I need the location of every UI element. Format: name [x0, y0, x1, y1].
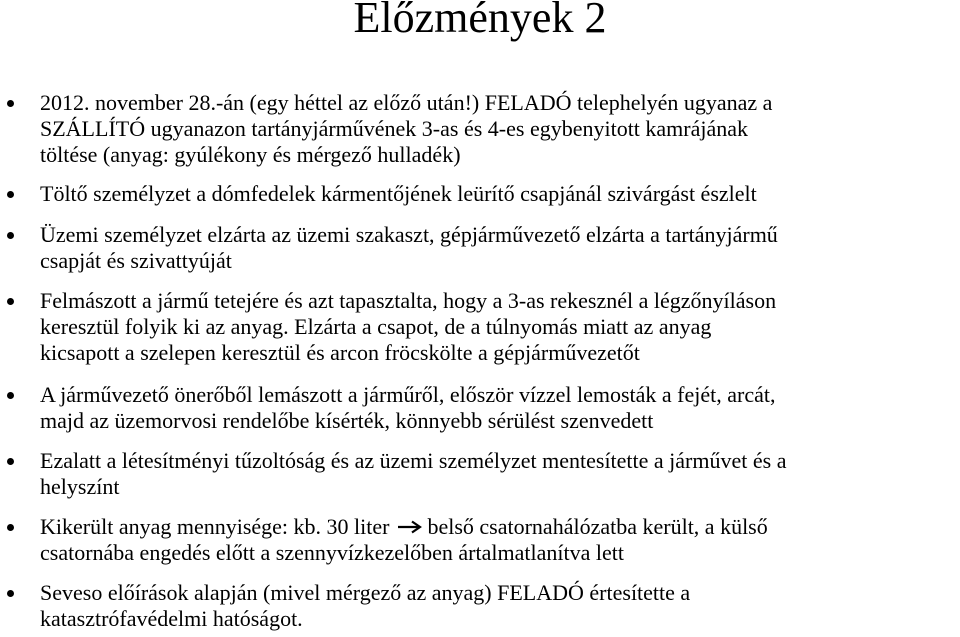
bullet-line: Ezalatt a létesítményi tűzoltóság és az üzemi személyzet mentesítette a járművet és a — [40, 448, 787, 473]
bullet-dot-icon — [7, 100, 14, 107]
bullet-line: Üzemi személyzet elzárta az üzemi szakaszt, gépjárművezető elzárta a tartányjármű — [40, 222, 778, 247]
bullet-line-part: belső csatornahálózatba került, a külső — [427, 514, 768, 539]
bullet-line: Seveso előírások alapján (mivel mérgező az anyag) FELADÓ értesítette a — [40, 580, 691, 605]
bullet-dot-icon — [7, 298, 14, 305]
bullet-line: töltése (anyag: gyúlékony és mérgező hulladék) — [40, 142, 461, 167]
bullet-line-part: Kikerült anyag mennyisége: kb. 30 liter — [40, 514, 390, 539]
bullet-line: csapját és szivattyúját — [40, 248, 232, 273]
right-arrow-icon — [397, 520, 423, 534]
bullet-line: kicsapott a szelepen keresztül és arcon fröcskölte a gépjárművezetőt — [40, 340, 640, 365]
bullet-line: katasztrófavédelmi hatóságot. — [40, 606, 303, 631]
bullet-dot-icon — [7, 524, 14, 531]
bullet-dot-icon — [7, 232, 14, 239]
bullet-dot-icon — [7, 590, 14, 597]
bullet-line: helyszínt — [40, 474, 120, 499]
bullet-dot-icon — [7, 458, 14, 465]
bullet-line: SZÁLLÍTÓ ugyanazon tartányjárművének 3-as és 4-es egybenyitott kamrájának — [40, 116, 749, 141]
bullet-line: 2012. november 28.-án (egy héttel az előző után!) FELADÓ telephelyén ugyanaz a — [40, 90, 773, 115]
bullet-line: A járművezető önerőből lemászott a járműről, először vízzel lemosták a fejét, arcát, — [40, 382, 776, 407]
bullet-line: csatornába engedés előtt a szennyvízkezelőben ártalmatlanítva lett — [40, 540, 624, 565]
bullet-line: majd az üzemorvosi rendelőbe kísérték, könnyebb sérülést szenvedett — [40, 408, 654, 433]
bullet-dot-icon — [7, 392, 14, 399]
bullet-line: Felmászott a jármű tetejére és azt tapasztalta, hogy a 3-as rekesznél a légzőnyíláson — [40, 288, 777, 313]
bullet-dot-icon — [7, 191, 14, 198]
bullet-line: Töltő személyzet a dómfedelek kármentőjének leürítő csapjánál szivárgást észlelt — [40, 181, 757, 206]
bullet-line: keresztül folyik ki az anyag. Elzárta a csapot, de a túlnyomás miatt az anyag — [40, 314, 712, 339]
slide-title: Előzmények 2 — [353, 0, 607, 42]
